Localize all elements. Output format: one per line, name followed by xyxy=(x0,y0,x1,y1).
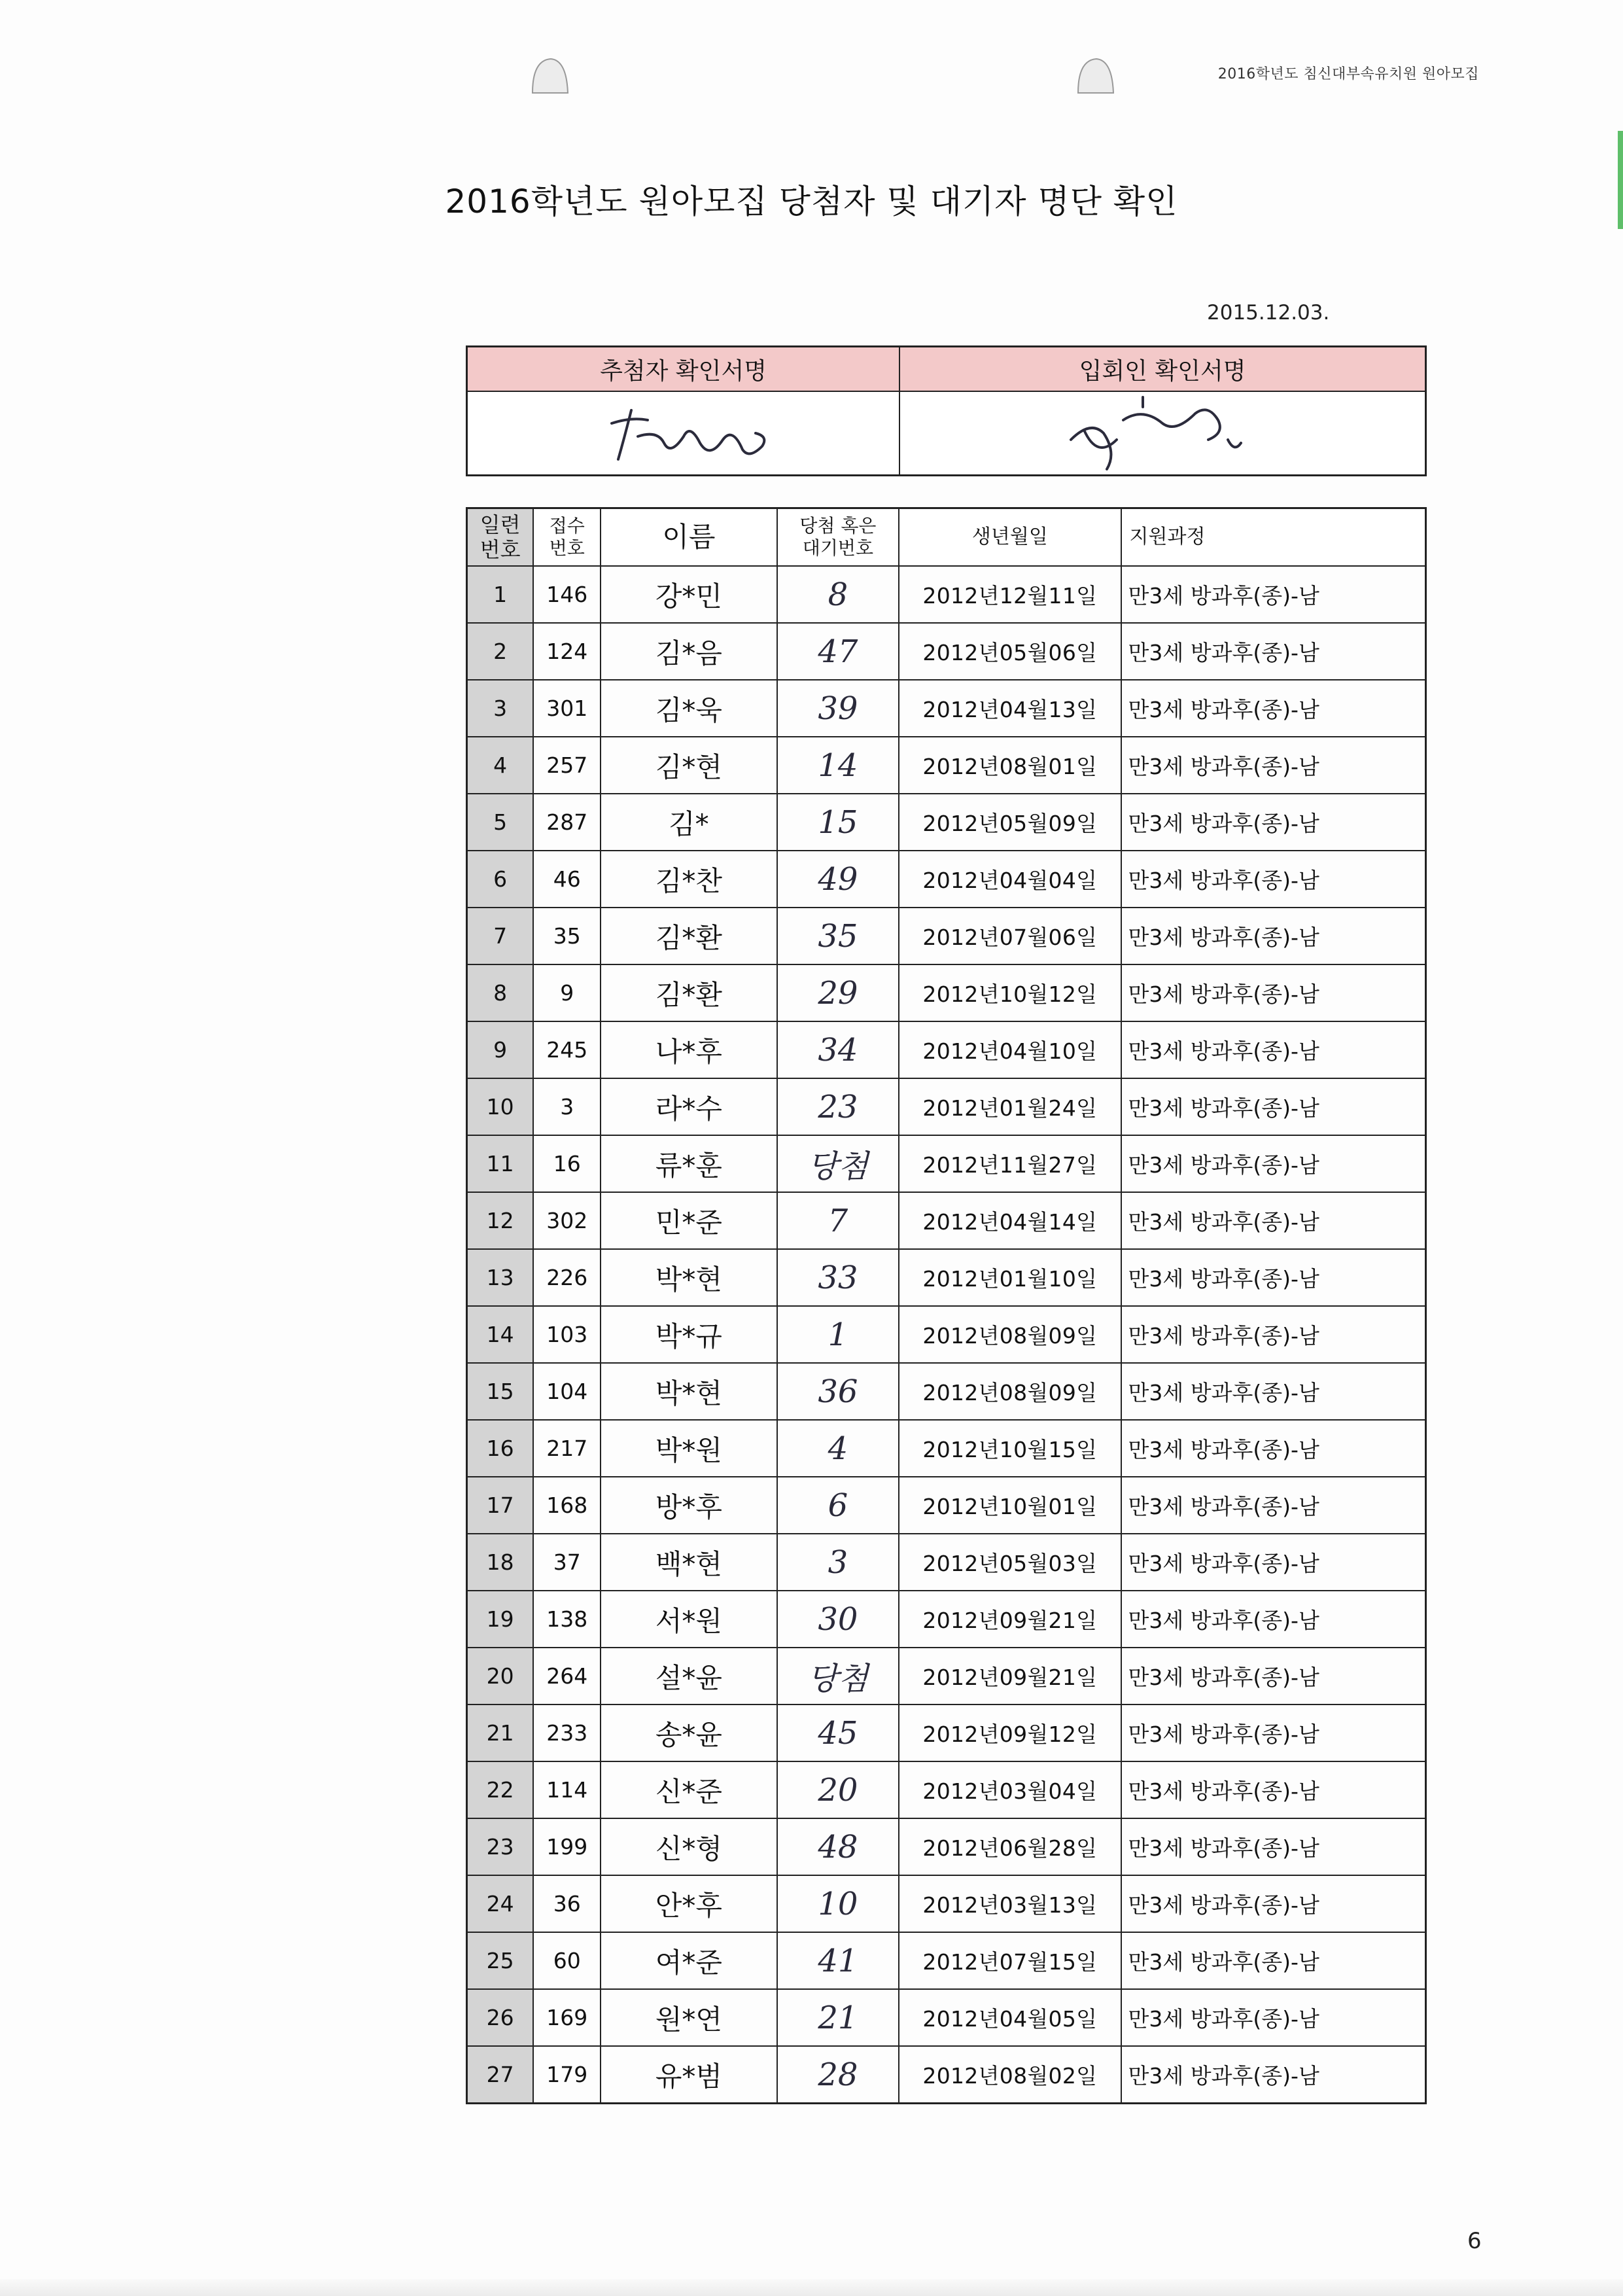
row-name: 김*음 xyxy=(601,623,777,680)
row-result: 49 xyxy=(777,851,899,908)
row-name: 김*환 xyxy=(601,908,777,964)
row-name: 박*현 xyxy=(601,1363,777,1420)
row-receipt: 257 xyxy=(533,737,601,794)
page-number: 6 xyxy=(1467,2228,1482,2254)
row-result: 48 xyxy=(777,1818,899,1875)
table-row xyxy=(467,1704,1426,1761)
table-row xyxy=(467,1135,1426,1192)
row-receipt: 301 xyxy=(533,680,601,737)
row-result: 4 xyxy=(777,1420,899,1477)
row-birth: 2012년08월09일 xyxy=(899,1306,1121,1363)
row-birth: 2012년05월06일 xyxy=(899,623,1121,680)
row-course: 만3세 방과후(종)-남 xyxy=(1121,964,1426,1021)
row-seq: 7 xyxy=(467,908,534,964)
row-name: 서*원 xyxy=(601,1591,777,1648)
row-seq: 10 xyxy=(467,1078,534,1135)
row-result: 23 xyxy=(777,1078,899,1135)
row-result: 15 xyxy=(777,794,899,851)
table-row xyxy=(467,1477,1426,1534)
table-row xyxy=(467,623,1426,680)
row-birth: 2012년09월21일 xyxy=(899,1591,1121,1648)
row-seq: 4 xyxy=(467,737,534,794)
row-name: 강*민 xyxy=(601,566,777,623)
row-receipt: 35 xyxy=(533,908,601,964)
row-receipt: 60 xyxy=(533,1932,601,1989)
row-name: 민*준 xyxy=(601,1192,777,1249)
row-receipt: 179 xyxy=(533,2046,601,2104)
row-course: 만3세 방과후(종)-남 xyxy=(1121,1477,1426,1534)
row-receipt: 217 xyxy=(533,1420,601,1477)
row-seq: 19 xyxy=(467,1591,534,1648)
row-birth: 2012년06월28일 xyxy=(899,1818,1121,1875)
header-label: 2016학년도 침신대부속유치원 원아모집 xyxy=(1217,66,1479,82)
table-row xyxy=(467,1591,1426,1648)
table-row xyxy=(467,1192,1426,1249)
row-receipt: 168 xyxy=(533,1477,601,1534)
row-receipt: 245 xyxy=(533,1021,601,1078)
document-title: 2016학년도 원아모집 당첨자 및 대기자 명단 확인 xyxy=(445,183,1178,221)
row-birth: 2012년10월12일 xyxy=(899,964,1121,1021)
row-course: 만3세 방과후(종)-남 xyxy=(1121,1989,1426,2046)
table-row xyxy=(467,908,1426,964)
row-seq: 12 xyxy=(467,1192,534,1249)
row-birth: 2012년04월05일 xyxy=(899,1989,1121,2046)
row-seq: 5 xyxy=(467,794,534,851)
row-receipt: 104 xyxy=(533,1363,601,1420)
row-birth: 2012년03월13일 xyxy=(899,1875,1121,1932)
row-course: 만3세 방과후(종)-남 xyxy=(1121,1021,1426,1078)
row-seq: 9 xyxy=(467,1021,534,1078)
signature-box xyxy=(466,345,1427,476)
row-name: 류*훈 xyxy=(601,1135,777,1192)
row-birth: 2012년09월12일 xyxy=(899,1704,1121,1761)
row-result: 34 xyxy=(777,1021,899,1078)
row-name: 방*후 xyxy=(601,1477,777,1534)
table-row xyxy=(467,1363,1426,1420)
row-name: 설*윤 xyxy=(601,1648,777,1704)
row-receipt: 46 xyxy=(533,851,601,908)
col-header-name: 이름 xyxy=(601,508,777,567)
row-course: 만3세 방과후(종)-남 xyxy=(1121,1078,1426,1135)
witness-signature xyxy=(899,391,1425,476)
row-name: 신*형 xyxy=(601,1818,777,1875)
row-result: 33 xyxy=(777,1249,899,1306)
table-row xyxy=(467,964,1426,1021)
table-row xyxy=(467,2046,1426,2104)
row-course: 만3세 방과후(종)-남 xyxy=(1121,1761,1426,1818)
row-result: 6 xyxy=(777,1477,899,1534)
row-course: 만3세 방과후(종)-남 xyxy=(1121,1591,1426,1648)
row-seq: 3 xyxy=(467,680,534,737)
row-receipt: 146 xyxy=(533,566,601,623)
table-row xyxy=(467,1932,1426,1989)
row-name: 여*준 xyxy=(601,1932,777,1989)
row-result: 30 xyxy=(777,1591,899,1648)
row-result: 36 xyxy=(777,1363,899,1420)
row-course: 만3세 방과후(종)-남 xyxy=(1121,1704,1426,1761)
row-receipt: 287 xyxy=(533,794,601,851)
row-birth: 2012년11월27일 xyxy=(899,1135,1121,1192)
row-birth: 2012년08월01일 xyxy=(899,737,1121,794)
row-seq: 1 xyxy=(467,566,534,623)
row-name: 송*윤 xyxy=(601,1704,777,1761)
row-name: 김*현 xyxy=(601,737,777,794)
col-header-seq: 일련 번호 xyxy=(467,508,534,567)
document-date: 2015.12.03. xyxy=(1207,301,1330,325)
row-result: 10 xyxy=(777,1875,899,1932)
row-receipt: 302 xyxy=(533,1192,601,1249)
row-result: 3 xyxy=(777,1534,899,1591)
row-course: 만3세 방과후(종)-남 xyxy=(1121,851,1426,908)
row-course: 만3세 방과후(종)-남 xyxy=(1121,908,1426,964)
row-birth: 2012년10월01일 xyxy=(899,1477,1121,1534)
col-header-course: 지원과정 xyxy=(1121,508,1426,567)
row-name: 박*현 xyxy=(601,1249,777,1306)
row-birth: 2012년01월24일 xyxy=(899,1078,1121,1135)
row-result: 41 xyxy=(777,1932,899,1989)
row-name: 박*원 xyxy=(601,1420,777,1477)
row-course: 만3세 방과후(종)-남 xyxy=(1121,1306,1426,1363)
row-course: 만3세 방과후(종)-남 xyxy=(1121,1192,1426,1249)
row-receipt: 37 xyxy=(533,1534,601,1591)
row-course: 만3세 방과후(종)-남 xyxy=(1121,1249,1426,1306)
row-course: 만3세 방과후(종)-남 xyxy=(1121,1932,1426,1989)
row-birth: 2012년12월11일 xyxy=(899,566,1121,623)
row-seq: 11 xyxy=(467,1135,534,1192)
drawer-signature-label: 추첨자 확인서명 xyxy=(467,347,900,392)
row-course: 만3세 방과후(종)-남 xyxy=(1121,2046,1426,2104)
row-course: 만3세 방과후(종)-남 xyxy=(1121,566,1426,623)
row-result: 20 xyxy=(777,1761,899,1818)
row-name: 라*수 xyxy=(601,1078,777,1135)
table-row xyxy=(467,1818,1426,1875)
row-birth: 2012년08월09일 xyxy=(899,1363,1121,1420)
row-receipt: 3 xyxy=(533,1078,601,1135)
row-name: 김*환 xyxy=(601,964,777,1021)
row-course: 만3세 방과후(종)-남 xyxy=(1121,1534,1426,1591)
row-receipt: 138 xyxy=(533,1591,601,1648)
applicant-table xyxy=(466,507,1427,2104)
row-name: 김*찬 xyxy=(601,851,777,908)
row-receipt: 169 xyxy=(533,1989,601,2046)
row-result: 28 xyxy=(777,2046,899,2104)
witness-signature-label: 입회인 확인서명 xyxy=(899,347,1425,392)
row-seq: 21 xyxy=(467,1704,534,1761)
row-seq: 25 xyxy=(467,1932,534,1989)
row-seq: 23 xyxy=(467,1818,534,1875)
table-row xyxy=(467,1021,1426,1078)
row-course: 만3세 방과후(종)-남 xyxy=(1121,1363,1426,1420)
table-row xyxy=(467,794,1426,851)
row-birth: 2012년07월06일 xyxy=(899,908,1121,964)
row-receipt: 16 xyxy=(533,1135,601,1192)
row-birth: 2012년05월09일 xyxy=(899,794,1121,851)
table-row xyxy=(467,1420,1426,1477)
row-seq: 26 xyxy=(467,1989,534,2046)
row-receipt: 124 xyxy=(533,623,601,680)
row-seq: 2 xyxy=(467,623,534,680)
table-row xyxy=(467,1249,1426,1306)
table-row xyxy=(467,1761,1426,1818)
row-birth: 2012년04월04일 xyxy=(899,851,1121,908)
table-row xyxy=(467,1306,1426,1363)
row-result: 8 xyxy=(777,566,899,623)
row-name: 원*연 xyxy=(601,1989,777,2046)
row-name: 안*후 xyxy=(601,1875,777,1932)
row-receipt: 103 xyxy=(533,1306,601,1363)
col-header-receipt: 접수 번호 xyxy=(533,508,601,567)
punch-hole-left xyxy=(529,54,570,96)
row-result: 당첨 xyxy=(777,1135,899,1192)
row-receipt: 9 xyxy=(533,964,601,1021)
row-seq: 27 xyxy=(467,2046,534,2104)
table-row xyxy=(467,1875,1426,1932)
col-header-result: 당첨 혹은 대기번호 xyxy=(777,508,899,567)
row-course: 만3세 방과후(종)-남 xyxy=(1121,1420,1426,1477)
row-seq: 14 xyxy=(467,1306,534,1363)
row-course: 만3세 방과후(종)-남 xyxy=(1121,1135,1426,1192)
table-row xyxy=(467,1989,1426,2046)
row-name: 신*준 xyxy=(601,1761,777,1818)
row-seq: 13 xyxy=(467,1249,534,1306)
row-receipt: 264 xyxy=(533,1648,601,1704)
row-birth: 2012년05월03일 xyxy=(899,1534,1121,1591)
row-name: 백*현 xyxy=(601,1534,777,1591)
row-receipt: 114 xyxy=(533,1761,601,1818)
row-name: 나*후 xyxy=(601,1021,777,1078)
table-header-row xyxy=(467,508,1426,567)
row-birth: 2012년04월14일 xyxy=(899,1192,1121,1249)
row-seq: 8 xyxy=(467,964,534,1021)
punch-hole-right xyxy=(1074,54,1116,96)
table-row xyxy=(467,1534,1426,1591)
row-birth: 2012년04월13일 xyxy=(899,680,1121,737)
row-course: 만3세 방과후(종)-남 xyxy=(1121,737,1426,794)
table-row xyxy=(467,737,1426,794)
drawer-signature xyxy=(467,391,900,476)
row-course: 만3세 방과후(종)-남 xyxy=(1121,680,1426,737)
scan-bottom-edge xyxy=(0,2279,1623,2296)
row-result: 1 xyxy=(777,1306,899,1363)
row-receipt: 36 xyxy=(533,1875,601,1932)
row-result: 7 xyxy=(777,1192,899,1249)
table-row xyxy=(467,1078,1426,1135)
row-result: 45 xyxy=(777,1704,899,1761)
row-seq: 24 xyxy=(467,1875,534,1932)
table-row xyxy=(467,1648,1426,1704)
row-course: 만3세 방과후(종)-남 xyxy=(1121,1875,1426,1932)
table-row xyxy=(467,566,1426,623)
row-result: 47 xyxy=(777,623,899,680)
row-name: 김*욱 xyxy=(601,680,777,737)
table-row xyxy=(467,680,1426,737)
row-seq: 16 xyxy=(467,1420,534,1477)
row-birth: 2012년01월10일 xyxy=(899,1249,1121,1306)
row-course: 만3세 방과후(종)-남 xyxy=(1121,1648,1426,1704)
row-birth: 2012년10월15일 xyxy=(899,1420,1121,1477)
row-result: 21 xyxy=(777,1989,899,2046)
row-seq: 18 xyxy=(467,1534,534,1591)
row-seq: 22 xyxy=(467,1761,534,1818)
row-course: 만3세 방과후(종)-남 xyxy=(1121,623,1426,680)
row-receipt: 233 xyxy=(533,1704,601,1761)
row-seq: 6 xyxy=(467,851,534,908)
row-name: 유*범 xyxy=(601,2046,777,2104)
row-seq: 20 xyxy=(467,1648,534,1704)
col-header-birth: 생년월일 xyxy=(899,508,1121,567)
row-result: 35 xyxy=(777,908,899,964)
row-birth: 2012년04월10일 xyxy=(899,1021,1121,1078)
row-receipt: 199 xyxy=(533,1818,601,1875)
row-result: 14 xyxy=(777,737,899,794)
table-row xyxy=(467,851,1426,908)
row-course: 만3세 방과후(종)-남 xyxy=(1121,1818,1426,1875)
row-receipt: 226 xyxy=(533,1249,601,1306)
row-birth: 2012년08월02일 xyxy=(899,2046,1121,2104)
row-result: 당첨 xyxy=(777,1648,899,1704)
row-birth: 2012년07월15일 xyxy=(899,1932,1121,1989)
row-course: 만3세 방과후(종)-남 xyxy=(1121,794,1426,851)
row-name: 박*규 xyxy=(601,1306,777,1363)
row-birth: 2012년09월21일 xyxy=(899,1648,1121,1704)
row-seq: 17 xyxy=(467,1477,534,1534)
row-seq: 15 xyxy=(467,1363,534,1420)
row-name: 김* xyxy=(601,794,777,851)
row-birth: 2012년03월04일 xyxy=(899,1761,1121,1818)
row-result: 29 xyxy=(777,964,899,1021)
row-result: 39 xyxy=(777,680,899,737)
